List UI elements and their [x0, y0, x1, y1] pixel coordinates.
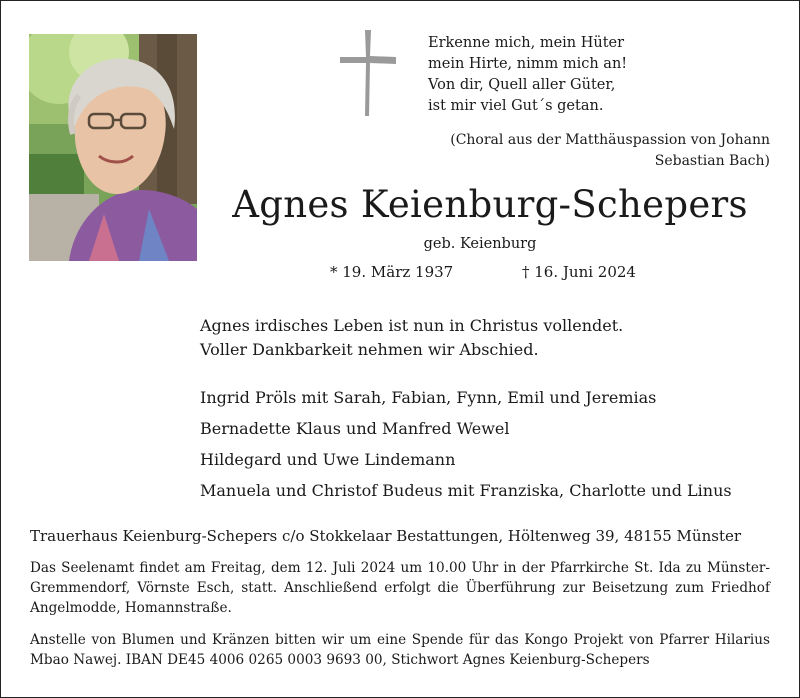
birth-date: * 19. März 1937	[330, 263, 454, 281]
birth-name: geb. Keienburg	[423, 236, 537, 252]
verse-source: (Choral aus der Matthäuspassion von Johann Sebastian Bach)	[450, 132, 770, 169]
mourner-entry: Bernadette Klaus und Manfred Wewel	[200, 419, 510, 438]
verse-line: Erkenne mich, mein Hüter	[428, 35, 625, 51]
verse-line: ist mir viel Gut´s getan.	[428, 98, 604, 114]
mourning-house-address: Trauerhaus Keienburg-Schepers c/o Stokkelaar Bestattungen, Höltenweg 39, 48155 Münster	[30, 527, 742, 545]
service-info: Das Seelenamt findet am Freitag, dem 12. Juli 2024 um 10.00 Uhr in der Pfarrkirche St. Ida zu Münster-Gremmendorf, Vörnste Esch, statt. Anschließend erfolgt die Überführung zur Beisetzung zum Friedhof Angelmodde, Homannstraße.	[30, 560, 770, 616]
donation-info: Anstelle von Blumen und Kränzen bitten wir um eine Spende für das Kongo Projekt von Pfarrer Hilarius Mbao Nawej. IBAN DE45 4006 0265 0003 9693 00, Stichwort Agnes Keienburg-Schepers	[30, 632, 770, 668]
mourner-entry: Hildegard und Uwe Lindemann	[200, 450, 456, 469]
portrait-photo	[29, 34, 197, 261]
death-date: † 16. Juni 2024	[522, 263, 636, 281]
intro-text	[200, 314, 623, 362]
verse-line: Von dir, Quell aller Güter,	[428, 77, 616, 93]
intro-line: Agnes irdisches Leben ist nun in Christus vollendet.	[200, 316, 624, 335]
mourner-entry: Manuela und Christof Budeus mit Franziska, Charlotte und Linus	[200, 481, 732, 500]
intro-line: Voller Dankbarkeit nehmen wir Abschied.	[200, 340, 539, 359]
verse-line: mein Hirte, nimm mich an!	[428, 56, 628, 72]
deceased-name: Agnes Keienburg-Schepers	[232, 183, 748, 226]
mourner-entry: Ingrid Pröls mit Sarah, Fabian, Fynn, Emil und Jeremias	[200, 388, 657, 407]
cross-icon	[338, 28, 398, 118]
mourners-list	[200, 382, 732, 506]
verse	[428, 33, 627, 117]
